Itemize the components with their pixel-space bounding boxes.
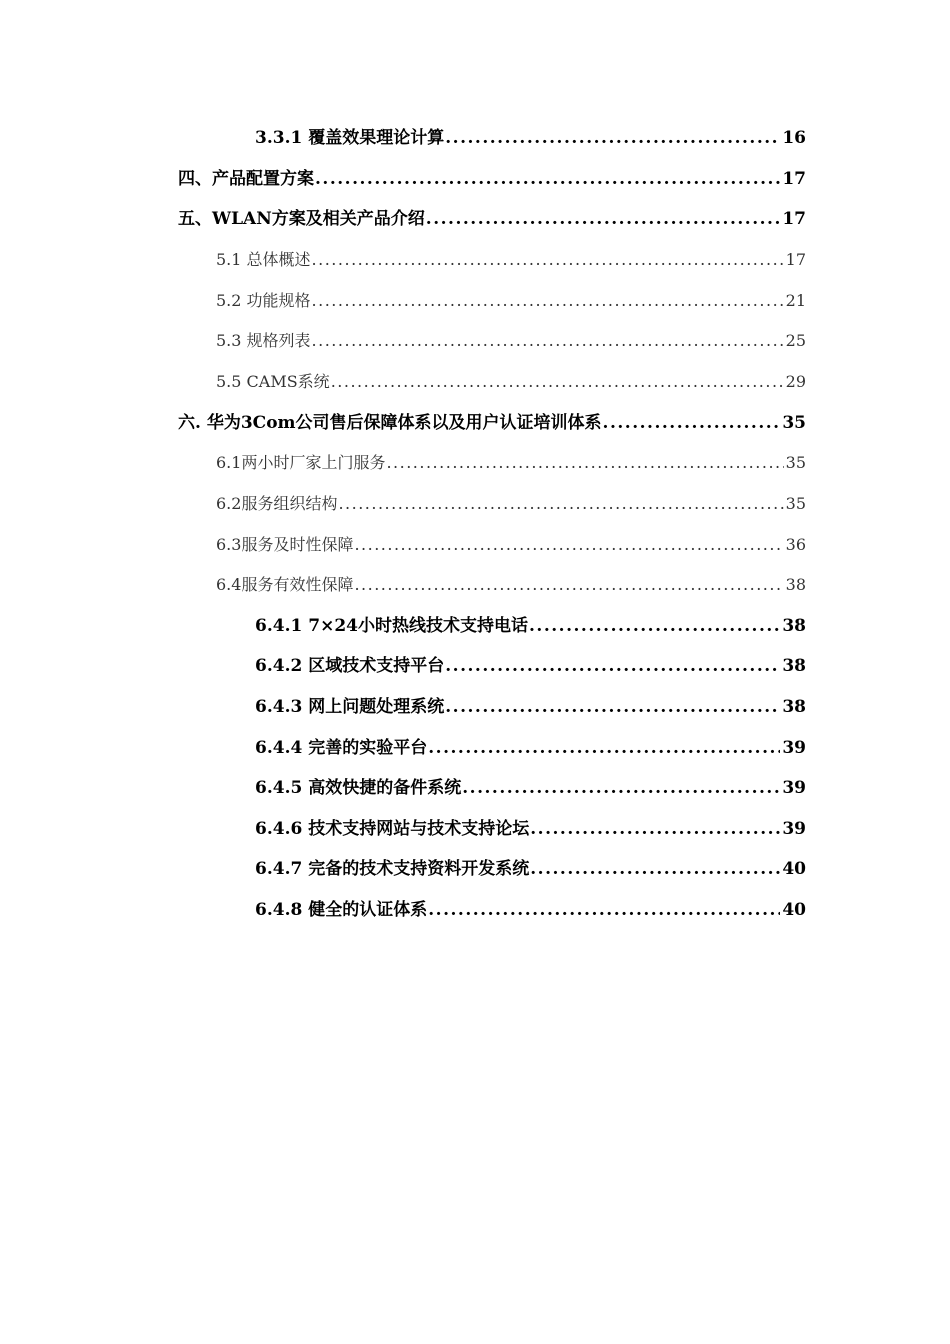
toc-entry-title: 6.2服务组织结构 <box>216 494 338 513</box>
toc-entry-6-4-1[interactable] <box>255 611 806 641</box>
dot-leader <box>445 692 780 722</box>
toc-entry-6-4-4[interactable] <box>255 733 806 763</box>
toc-entry-5-2[interactable] <box>216 286 806 316</box>
toc-entry-6-4-5[interactable] <box>255 773 806 803</box>
toc-page-number: 38 <box>785 575 806 594</box>
toc-page-number: 39 <box>782 778 806 798</box>
toc-page-number: 38 <box>782 616 806 636</box>
toc-entry-6-4-2[interactable] <box>255 651 806 681</box>
toc-entry-title: 6.4.8 健全的认证体系 <box>255 900 428 920</box>
dot-leader <box>428 733 780 763</box>
dot-leader <box>445 651 780 681</box>
toc-entry-title: 6.3服务及时性保障 <box>216 535 354 554</box>
toc-entry-6-3[interactable] <box>216 530 806 560</box>
toc-entry-3-3-1[interactable] <box>255 123 806 153</box>
dot-leader <box>428 895 780 925</box>
toc-page-number: 36 <box>785 535 806 554</box>
toc-entry-title: 6.4.5 高效快捷的备件系统 <box>255 778 462 798</box>
toc-entry-title: 3.3.1 覆盖效果理论计算 <box>255 128 445 148</box>
toc-entry-title: 6.4.6 技术支持网站与技术支持论坛 <box>255 819 530 839</box>
toc-entry-5-3[interactable] <box>216 326 806 356</box>
toc-page-number: 21 <box>785 291 806 310</box>
toc-page-number: 35 <box>782 413 806 433</box>
dot-leader <box>331 367 784 397</box>
dot-leader <box>315 164 780 194</box>
toc-entry-6-4-8[interactable] <box>255 895 806 925</box>
toc-entry-title: 6.1两小时厂家上门服务 <box>216 453 386 472</box>
toc-page-number: 35 <box>785 494 806 513</box>
toc-entry-title: 六. 华为3Com公司售后保障体系以及用户认证培训体系 <box>178 413 602 433</box>
toc-entry-title: 5.1 总体概述 <box>216 250 311 269</box>
toc-entry-6-4-7[interactable] <box>255 854 806 884</box>
toc-entry-title: 6.4.2 区域技术支持平台 <box>255 656 445 676</box>
toc-entry-title: 6.4.3 网上问题处理系统 <box>255 697 445 717</box>
dot-leader <box>530 854 780 884</box>
toc-entry-title: 6.4.1 7×24小时热线技术支持电话 <box>255 616 528 636</box>
toc-page-number: 40 <box>782 900 806 920</box>
toc-entry-4[interactable] <box>178 164 806 194</box>
toc-entry-title: 5.2 功能规格 <box>216 291 311 310</box>
dot-leader <box>354 570 783 600</box>
toc-entry-title: 5.3 规格列表 <box>216 331 311 350</box>
toc-entry-5-5[interactable] <box>216 367 806 397</box>
toc-page-number: 35 <box>785 453 806 472</box>
toc-page-number: 38 <box>782 656 806 676</box>
toc-entry-6-4-3[interactable] <box>255 692 806 722</box>
toc-page-number: 17 <box>785 250 806 269</box>
toc-entry-6-1[interactable] <box>216 448 806 478</box>
dot-leader <box>338 489 783 519</box>
dot-leader <box>312 286 784 316</box>
dot-leader <box>462 773 780 803</box>
toc-page-number: 17 <box>782 209 806 229</box>
dot-leader <box>426 204 781 234</box>
toc-page-number: 16 <box>782 128 806 148</box>
toc-entry-5[interactable] <box>178 204 806 234</box>
toc-entry-title: 6.4.4 完善的实验平台 <box>255 738 428 758</box>
toc-entry-title: 四、产品配置方案 <box>178 169 314 189</box>
toc-page-number: 39 <box>782 819 806 839</box>
toc-page-number: 29 <box>785 372 806 391</box>
toc-page-number: 17 <box>782 169 806 189</box>
toc-entry-5-1[interactable] <box>216 245 806 275</box>
dot-leader <box>530 814 780 844</box>
dot-leader <box>603 408 781 438</box>
dot-leader <box>312 245 784 275</box>
toc-page-number: 38 <box>782 697 806 717</box>
dot-leader <box>312 326 784 356</box>
toc-entry-title: 五、WLAN方案及相关产品介绍 <box>178 209 425 229</box>
toc-entry-6[interactable] <box>178 408 806 438</box>
toc-entry-title: 5.5 CAMS系统 <box>216 372 330 391</box>
dot-leader <box>354 530 783 560</box>
toc-entry-title: 6.4服务有效性保障 <box>216 575 354 594</box>
dot-leader <box>386 448 783 478</box>
toc-entry-6-2[interactable] <box>216 489 806 519</box>
toc-page-number: 39 <box>782 738 806 758</box>
toc-page-number: 40 <box>782 859 806 879</box>
dot-leader <box>445 123 780 153</box>
toc-entry-6-4-6[interactable] <box>255 814 806 844</box>
dot-leader <box>529 611 780 641</box>
toc-page-number: 25 <box>785 331 806 350</box>
toc-entry-title: 6.4.7 完备的技术支持资料开发系统 <box>255 859 530 879</box>
toc-entry-6-4[interactable] <box>216 570 806 600</box>
